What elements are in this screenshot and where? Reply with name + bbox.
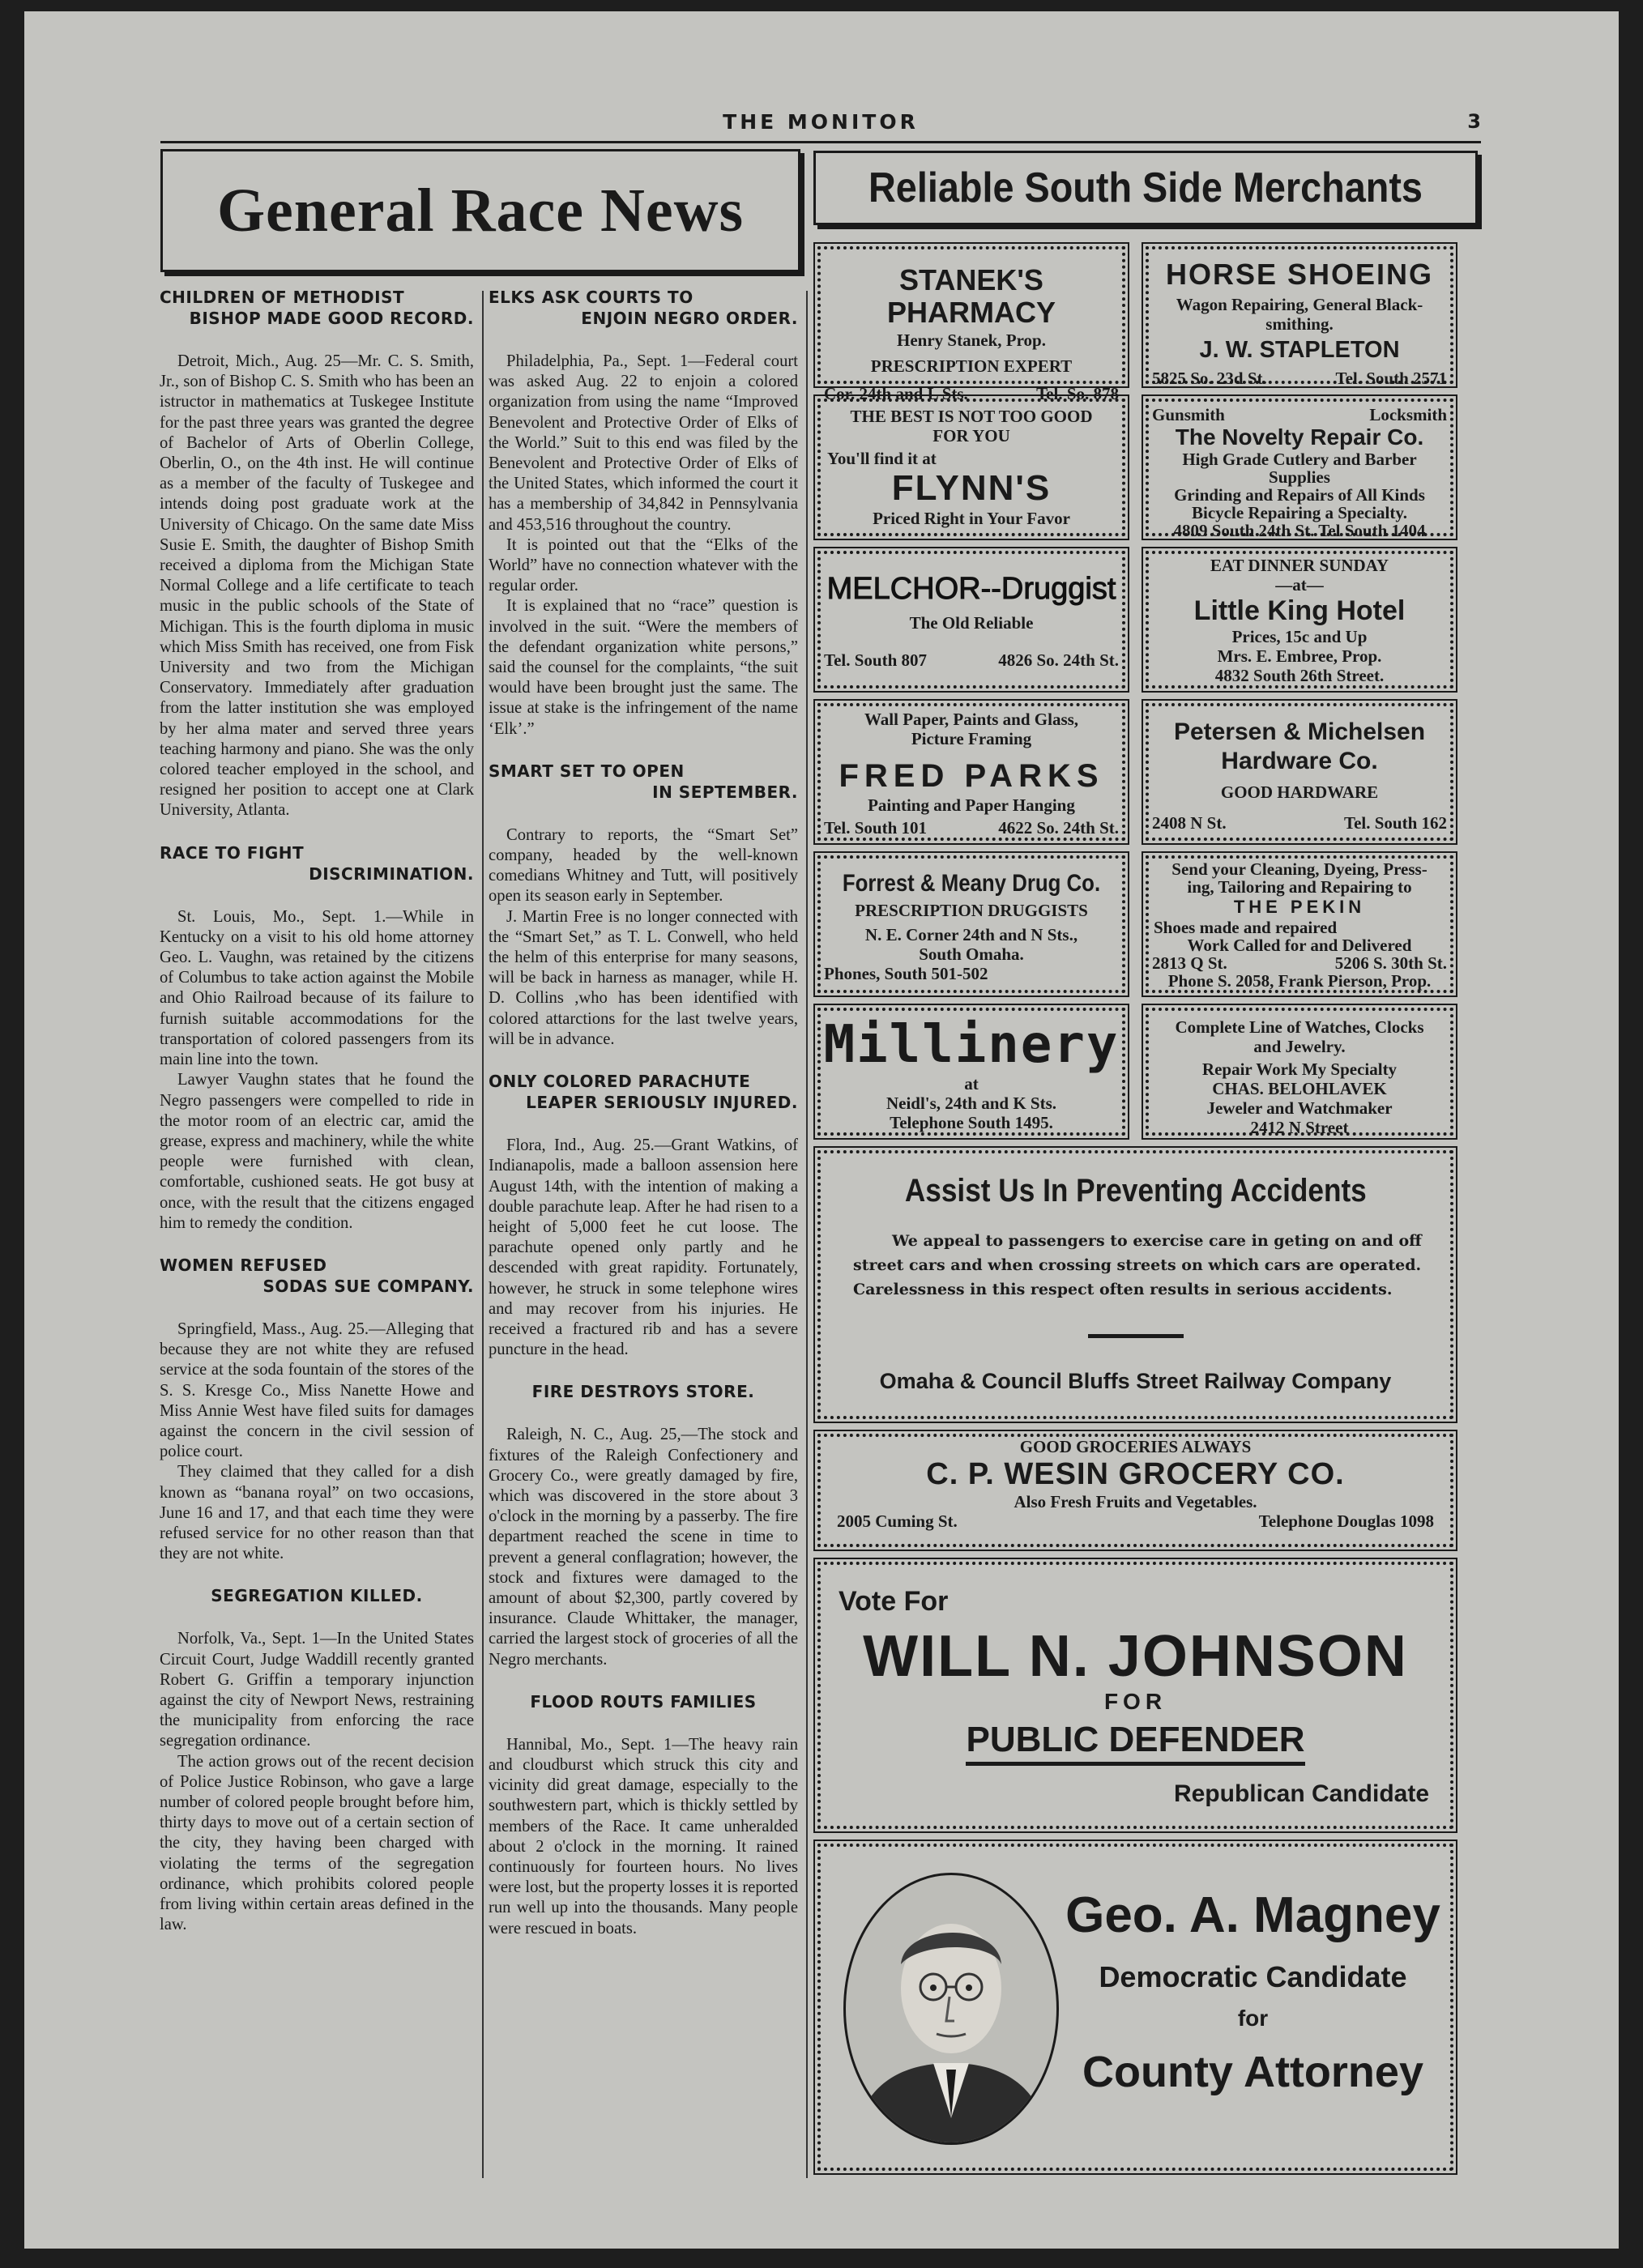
ad-line: Picture Framing <box>911 729 1032 748</box>
newspaper-page <box>24 11 1619 2249</box>
story-paragraph: Hannibal, Mo., Sept. 1—The heavy rain and cloudburst which struck this city and vicinity did great damage, especially to the southwestern part, which is thickly settled by members of the Race. It came unheralded about 2 o'clock in the morning. It rained continuously for fourteen hours. No lives were lost, but the property losses it is reported run well up into the thousands. Many people were rescued in boats. <box>489 1735 798 1938</box>
ad-title: STANEK'S PHARMACY <box>886 263 1056 329</box>
ad-title: HORSE SHOEING <box>1165 258 1434 291</box>
headline-line-2: BISHOP MADE GOOD RECORD. <box>189 309 474 328</box>
ad-title: THE PEKIN <box>1233 897 1366 917</box>
ad-line: Shoes made and repaired <box>1154 918 1338 937</box>
story-headline <box>160 1585 474 1606</box>
ad-address: Cor. 24th and L Sts. <box>824 384 968 403</box>
ad-horse-shoeing <box>1146 246 1453 388</box>
ad-title: Little King Hotel <box>1193 595 1406 626</box>
ad-title: Hardware Co. <box>1221 748 1378 774</box>
ad-address: 4622 So. 24th St. <box>998 818 1119 838</box>
headline-line-1: FLOOD ROUTS FAMILIES <box>530 1691 757 1712</box>
ad-address: 4826 So. 24th St. <box>998 650 1119 670</box>
ad-address: 4809 South 24th St. Tel South 1404 <box>1173 521 1426 540</box>
ad-tagline: Painting and Paper Hanging <box>868 795 1075 815</box>
news-story <box>489 1381 798 1669</box>
news-story <box>160 1255 474 1564</box>
ad-line: FOR <box>1103 1689 1167 1714</box>
ad-title: Millinery <box>823 1015 1120 1075</box>
headline-line-1: ONLY COLORED PARACHUTE <box>489 1072 751 1092</box>
story-paragraph: Lawyer Vaughn states that he found the Negro passengers were compelled to ride in the motor room of an electric car, amid the grease, express and machinery, while the white people were furnished with clean, comfortable, cushioned seats. He got busy at once, with the result that the citizens engaged him to remedy the condition. <box>160 1071 474 1232</box>
headline-line-2: ENJOIN NEGRO ORDER. <box>581 309 798 328</box>
ad-address: 2408 N St. <box>1152 813 1227 833</box>
ad-company: Omaha & Council Bluffs Street Railway Company <box>879 1369 1392 1393</box>
ad-title: Petersen & Michelsen <box>1173 718 1426 745</box>
ad-line: Henry Stanek, Prop. <box>897 330 1046 350</box>
ad-line: South Omaha. <box>919 944 1024 964</box>
story-paragraph: Norfolk, Va., Sept. 1—In the United States Circuit Court, Judge Waddill recently granted Robert G. Griffin a temporary injunction against the city of Newport News, restraining the municipality from enforcing the race segregation ordinance. <box>160 1630 474 1750</box>
ad-party: Democratic Candidate <box>1099 1960 1407 1993</box>
ad-line: smithing. <box>1265 314 1334 334</box>
ad-party: Republican Candidate <box>1173 1780 1429 1807</box>
ad-address: 4832 South 26th Street. <box>1214 666 1385 685</box>
ad-phone: Tel. South 807 <box>824 650 928 670</box>
story-paragraph: They claimed that they called for a dish known as “banana royal” on two occasions, June 16 and 17, and that each time they were refused service for no other reason than that they are not white. <box>160 1463 474 1563</box>
ad-line: Grinding and Repairs of All Kinds <box>1174 485 1425 505</box>
general-race-news-banner <box>160 149 800 272</box>
ad-tagline: The Old Reliable <box>909 613 1034 633</box>
ad-line: Prices, 15c and Up <box>1231 627 1368 646</box>
ad-line: Wagon Repairing, General Black- <box>1176 295 1423 314</box>
ad-tagline: Priced Right in Your Favor <box>873 509 1070 528</box>
newspaper-title: THE MONITOR <box>723 110 919 134</box>
ad-phone: Telephone Douglas 1098 <box>1258 1511 1434 1531</box>
ad-line: Gunsmith <box>1152 405 1225 424</box>
ad-will-n-johnson <box>817 1562 1453 1829</box>
ad-title: Forrest & Meany Drug Co. <box>842 870 1101 897</box>
ad-phone: Tel. South 162 <box>1343 813 1447 833</box>
section-title-left: General Race News <box>216 176 745 245</box>
ad-candidate-name: Geo. A. Magney <box>1065 1887 1440 1943</box>
ad-title: MELCHOR--Druggist <box>826 572 1116 606</box>
masthead-rule <box>160 141 1481 143</box>
headline-line-1: ELKS ASK COURTS TO <box>489 288 693 307</box>
story-paragraph: Springfield, Mass., Aug. 25.—Alleging that because they are not white they are refused service at the soda fountain of the stores of the S. S. Kresge Co., Miss Nanette Howe and Miss Annie West have filed suits for damages against the concern in the civil session of police court. <box>160 1319 474 1461</box>
headline-line-2: DISCRIMINATION. <box>309 863 474 884</box>
ad-candidate-name: WILL N. JOHNSON <box>863 1624 1408 1689</box>
story-paragraph: It is pointed out that the “Elks of the World” have no connection whatever with the regular order. <box>489 535 798 595</box>
ad-line: Repair Work My Specialty <box>1201 1059 1398 1079</box>
ad-title: C. P. WESIN GROCERY CO. <box>926 1457 1345 1491</box>
ad-line: THE BEST IS NOT TOO GOOD <box>850 407 1093 426</box>
ad-chas-belohlavek <box>1146 1008 1453 1136</box>
headline-line-1: FIRE DESTROYS STORE. <box>531 1382 755 1402</box>
ad-novelty-repair <box>1146 399 1453 540</box>
ad-little-king-hotel <box>1146 551 1453 688</box>
ad-title: The Novelty Repair Co. <box>1175 424 1424 450</box>
ad-petersen-michelsen <box>1146 703 1453 841</box>
ad-phone: Tel. South 2571 <box>1335 369 1447 388</box>
headline-line-1: WOMEN REFUSED <box>160 1255 327 1275</box>
story-paragraph: J. Martin Free is no longer connected with the “Smart Set,” as T. L. Conwell, who held the helm of this enterprise for many seasons, will be back in harness as manager, while H. D. Collins ,who has been identified with colored attarctions for the last twelve years, will be in advance. <box>489 907 798 1048</box>
ad-address: 5206 S. 30th St. <box>1334 953 1447 973</box>
ad-line: Jeweler and Watchmaker <box>1206 1098 1393 1118</box>
ad-line: EAT DINNER SUNDAY <box>1210 556 1389 575</box>
headline-line-1: RACE TO FIGHT <box>160 842 305 863</box>
news-story <box>160 842 474 1234</box>
story-paragraph: The action grows out of the recent decision of Police Justice Robinson, who gave a large number of colored people brought before him, thirty days to move out of a certain section of the city, they having been charged with violating the terms of the segregation ordinance, which prohibits colored people from living within certain areas defined in the law. <box>160 1752 474 1934</box>
story-paragraph: Flora, Ind., Aug. 25.—Grant Watkins, of Indianapolis, made a balloon assension here August 14th, with the intention of making a double parachute leap. After he had risen to a height of 5,000 feet he cut loose. The parachute opened only partly and he descended with great rapidity. Fortunately, however, he struck in some telephone wires and may recover from his injuries. He received a fractured rib and has a severe puncture in the head. <box>489 1136 798 1359</box>
story-paragraph: It is explained that no “race” question is involved in the suit. “Were the members of the defendant organization white persons,” said the counsel for the complaints, “the suit would have been brought just the same. The issue at stake is the infringement of the name ‘Elk’.” <box>489 597 798 738</box>
ad-address: 2005 Cuming St. <box>837 1511 958 1531</box>
ad-address: Neidl's, 24th and K Sts. <box>886 1094 1057 1113</box>
story-paragraph: St. Louis, Mo., Sept. 1.—While in Kentucky on a visit to his old home attorney Geo. L. Vaughn, was retained by the citizens of Columbus to take action against the Mobile and Ohio Railroad because of its failure to furnish suitable accommodations for the transportation of colored passengers from its main line into the town. <box>160 907 474 1069</box>
ad-line: High Grade Cutlery and Barber <box>1182 450 1417 469</box>
ad-phone: Telephone South 1495. <box>890 1113 1053 1132</box>
headline-line-1: CHILDREN OF METHODIST <box>160 288 405 307</box>
ad-tagline: PRESCRIPTION DRUGGISTS <box>855 901 1088 920</box>
ad-title: CHAS. BELOHLAVEK <box>1212 1079 1387 1098</box>
story-headline <box>489 287 798 329</box>
ad-body: We appeal to passengers to exercise care in geting on and off street cars and when crossing streets on which cars are operated. Carelessness in this respect often results in serious accidents. <box>853 1232 1422 1298</box>
column-rule-2 <box>806 291 808 2178</box>
ad-line: PRESCRIPTION EXPERT <box>870 356 1073 376</box>
ad-wesin-grocery <box>817 1434 1453 1547</box>
masthead <box>160 102 1481 143</box>
ad-phone: Tel. South 101 <box>824 818 928 838</box>
ad-geo-a-magney <box>817 1844 1453 2171</box>
ad-office: County Attorney <box>1082 2048 1423 2096</box>
news-story <box>489 287 798 740</box>
headline-line-1: SEGREGATION KILLED. <box>211 1586 423 1606</box>
ad-line: N. E. Corner 24th and N Sts., <box>864 925 1078 944</box>
ad-title: FRED PARKS <box>839 758 1104 794</box>
ad-line: and Jewelry. <box>1253 1037 1346 1056</box>
section-title-right: Reliable South Side Merchants <box>868 164 1423 211</box>
ad-melchor-druggist <box>817 551 1125 688</box>
story-headline <box>489 1691 798 1712</box>
news-column-1 <box>160 287 474 1956</box>
ad-address: 2412 N Street <box>1250 1118 1349 1137</box>
story-headline <box>489 761 798 803</box>
news-column-2 <box>489 287 798 1960</box>
ad-millinery <box>817 1008 1125 1136</box>
headline-line-1: SMART SET TO OPEN <box>489 761 685 781</box>
story-paragraph: Raleigh, N. C., Aug. 25,—The stock and fixtures of the Raleigh Confectionery and Grocery Co., were greatly damaged by fire, which was discovered in the store about 3 o'clock in the morning by a passerby. The fire department reached the scene in time to prevent a general conflagration; however, the stock and fixtures were damaged to the amount of about $2,300, partly covered by insurance. Claude Whittaker, the manager, carried the largest stock of groceries of all the Negro merchants. <box>489 1426 798 1669</box>
divider <box>1088 1334 1184 1338</box>
candidate-portrait <box>843 1873 1059 2145</box>
ad-staneks-pharmacy <box>817 246 1125 403</box>
headline-line-2: SODAS SUE COMPANY. <box>262 1276 474 1296</box>
ad-office: PUBLIC DEFENDER <box>966 1718 1304 1766</box>
ad-phone: Phone S. 2058, Frank Pierson, Prop. <box>1167 971 1432 991</box>
ad-fred-parks <box>817 703 1125 841</box>
news-story <box>160 1585 474 1935</box>
ad-flynns <box>817 399 1125 536</box>
ad-line: Wall Paper, Paints and Glass, <box>864 710 1079 729</box>
ad-title: Assist Us In Preventing Accidents <box>904 1173 1367 1209</box>
ad-line: Send your Cleaning, Dyeing, Press- <box>1171 859 1427 879</box>
story-paragraph: Detroit, Mich., Aug. 25—Mr. C. S. Smith, Jr., son of Bishop C. S. Smith who has been an istructor in mathematics at Tuskegee Institute for the past three years was granted the degree of Bachelor of Arts of Oberlin College, Oberlin, O., on the 4th inst. He will continue as a member of the faculty of Tuskegee and intends doing post graduate work at the University of Chicago. On the same date Miss Susie E. Smith, the daughter of Bishop Smith received a diploma from the Michigan State Normal College and a life certificate to teach music in the public schools of the State of Michigan. This is the fourth diploma in music which Miss Smith has received, one from Fisk University and two from the Michigan Conservatory. Immediately after graduation from the latter institution she was employed by her alma mater and served three years teaching harmony and piano. She was the only colored teacher employed in the school, and resigned her position to accept one at Clark University, Atlanta. <box>160 352 474 820</box>
ad-line: Work Called for and Delivered <box>1187 936 1412 955</box>
ad-the-pekin <box>1146 855 1453 993</box>
ad-owner: J. W. STAPLETON <box>1199 337 1400 363</box>
story-paragraph: Philadelphia, Pa., Sept. 1—Federal court was asked Aug. 22 to enjoin a colored organization from using the name “Improved Benevolent and Protective Order of Elks of the World.” Suit to this end was filed by the Benevolent and Protective Order of Elks of the United States, which informed the court it has a membership of 34,842 in Pennsylvania and 453,516 throughout the country. <box>489 352 798 534</box>
ad-line: ing, Tailoring and Repairing to <box>1187 877 1412 897</box>
story-headline <box>489 1071 798 1113</box>
story-headline <box>160 1255 474 1297</box>
ad-line: GOOD GROCERIES ALWAYS <box>1019 1437 1252 1456</box>
story-headline <box>160 842 474 885</box>
news-story <box>489 1691 798 1939</box>
ad-forrest-meany <box>817 855 1125 993</box>
story-paragraph: Contrary to reports, the “Smart Set” company, headed by the well-known comedians Whitney and Tutt, will positively open its season early in September. <box>489 825 798 906</box>
ad-phone: Phones, South 501-502 <box>824 964 988 983</box>
ad-preventing-accidents <box>817 1150 1453 1419</box>
headline-line-2: LEAPER SERIOUSLY INJURED. <box>526 1093 798 1113</box>
merchants-banner <box>813 151 1478 225</box>
portrait-illustration <box>846 1875 1056 2142</box>
ad-line: Supplies <box>1269 467 1330 487</box>
ad-address: 2813 Q St. <box>1152 953 1227 973</box>
ad-line: at <box>964 1074 979 1094</box>
column-rule-1 <box>482 291 484 2178</box>
ad-line: Complete Line of Watches, Clocks <box>1175 1017 1424 1037</box>
story-headline <box>160 287 474 329</box>
ad-line: You'll find it at <box>827 449 937 468</box>
ad-title: FLYNN'S <box>891 468 1052 508</box>
ad-line: Bicycle Repairing a Specialty. <box>1192 503 1407 522</box>
news-story <box>489 761 798 1050</box>
ad-line: Locksmith <box>1369 405 1447 424</box>
ad-line: for <box>1237 2006 1269 2031</box>
news-story <box>489 1071 798 1360</box>
ad-line: Mrs. E. Embree, Prop. <box>1217 646 1382 666</box>
story-headline <box>489 1381 798 1402</box>
ad-line: FOR YOU <box>932 426 1010 446</box>
ad-tagline: Also Fresh Fruits and Vegetables. <box>1014 1492 1257 1511</box>
page-number: 3 <box>1467 110 1481 133</box>
ad-tagline: GOOD HARDWARE <box>1220 782 1379 802</box>
ad-vote: Vote For <box>839 1586 949 1617</box>
ad-line: —at— <box>1275 575 1324 595</box>
headline-line-2: IN SEPTEMBER. <box>652 782 798 802</box>
ad-phone: Tel. So. 878 <box>1036 384 1119 403</box>
ad-address: 5825 So. 23d St. <box>1152 369 1267 388</box>
news-story <box>160 287 474 821</box>
